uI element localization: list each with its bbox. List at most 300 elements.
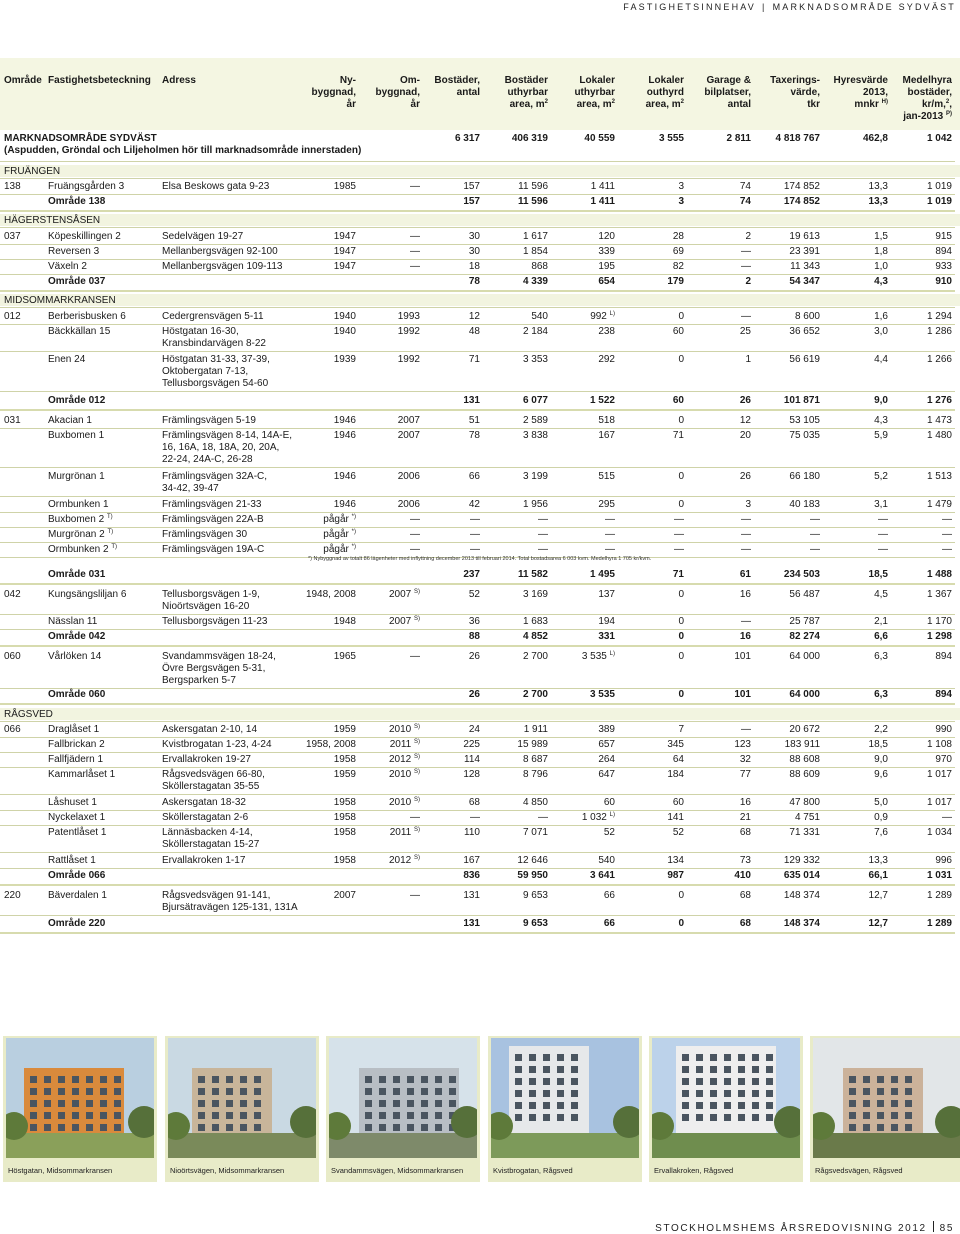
table-cell: 24 <box>468 724 480 735</box>
building-photo <box>6 1038 154 1158</box>
table-cell: — <box>741 246 751 257</box>
table-rule <box>0 467 955 468</box>
table-cell: — <box>741 261 751 272</box>
table-cell: 68 <box>468 797 480 808</box>
table-cell: — <box>410 651 420 662</box>
table-cell: 2012 $^{S)}$ <box>388 754 420 765</box>
table-cell: 0 <box>678 890 684 901</box>
photo-caption: Rågsvedsvägen, Rågsved <box>815 1166 903 1175</box>
table-cell: — <box>470 514 480 525</box>
table-cell: 1992 <box>397 354 420 365</box>
area-total-cell: 1 522 <box>589 395 615 406</box>
summary-value: 406 319 <box>511 133 548 144</box>
table-cell: 195 <box>598 261 615 272</box>
table-rule <box>0 767 955 768</box>
table-cell: 1 683 <box>522 616 548 627</box>
building-illustration <box>491 1038 639 1158</box>
table-cell: 25 <box>739 326 751 337</box>
table-cell: Sköllerstagatan 2-6 <box>162 812 249 823</box>
table-rule <box>0 527 955 528</box>
table-rule <box>0 629 955 630</box>
table-cell: 1,8 <box>874 246 888 257</box>
summary-value: 3 555 <box>658 133 684 144</box>
table-cell: Höstgatan 31-33, 37-39, Oktobergatan 7-13, Tellusborgsvägen 54-60 <box>162 354 270 389</box>
table-cell: 30 <box>468 231 480 242</box>
summary-value: 1 042 <box>926 133 952 144</box>
table-cell: 114 <box>464 754 480 765</box>
table-cell: — <box>942 514 952 525</box>
table-cell: 3,0 <box>874 326 888 337</box>
table-cell: 1 017 <box>926 797 952 808</box>
table-cell: 184 <box>667 769 684 780</box>
table-cell: 2 700 <box>522 651 548 662</box>
table-cell: — <box>741 616 751 627</box>
table-cell: Askersgatan 18-32 <box>162 797 246 808</box>
table-cell: 1946 <box>333 471 356 482</box>
table-cell: 69 <box>672 246 684 257</box>
area-total-cell: 635 014 <box>783 870 820 881</box>
table-rule <box>0 351 955 352</box>
table-cell: 6,3 <box>874 651 888 662</box>
table-rule <box>0 825 955 826</box>
table-cell: Fallfjädern 1 <box>48 754 104 765</box>
table-cell: — <box>410 529 420 540</box>
table-cell: 1 017 <box>926 769 952 780</box>
area-total-cell: 82 274 <box>789 631 820 642</box>
table-cell: 515 <box>598 471 615 482</box>
table-cell: 2010 $^{S)}$ <box>388 797 420 808</box>
col-garage-header: Garage & bilplatser, antal <box>704 75 751 110</box>
running-head-left: FASTIGHETSINNEHAV <box>623 2 757 12</box>
table-rule <box>0 496 955 497</box>
area-total-cell: 234 503 <box>783 569 820 580</box>
table-cell: 389 <box>598 724 615 735</box>
table-cell: 88 609 <box>789 769 820 780</box>
table-rule <box>0 868 955 869</box>
table-cell: 0 <box>678 311 684 322</box>
area-total-cell: 6,3 <box>874 689 888 700</box>
table-cell: 1947 <box>333 246 356 257</box>
table-cell: 1958 <box>333 855 356 866</box>
table-cell: 64 <box>672 754 684 765</box>
table-rule <box>0 737 955 738</box>
area-total-cell: 12,7 <box>868 918 888 929</box>
table-cell: 1946 <box>333 415 356 426</box>
table-cell: 3 <box>745 499 751 510</box>
table-cell: 2,2 <box>874 724 888 735</box>
building-photo <box>652 1038 800 1158</box>
area-total-cell: 174 852 <box>783 196 820 207</box>
page-footer <box>655 1221 954 1234</box>
table-cell: 138 <box>4 181 21 192</box>
table-cell: 1959 <box>333 724 356 735</box>
area-total-cell: 64 000 <box>789 689 820 700</box>
table-cell: 64 000 <box>789 651 820 662</box>
table-cell: pågår *) <box>323 544 356 555</box>
table-cell: 1 367 <box>926 589 952 600</box>
table-cell: 2007 $^{S)}$ <box>388 589 420 600</box>
table-cell: Murgrönan 2 $^{T)}$ <box>48 529 114 540</box>
table-rule <box>0 794 955 795</box>
table-cell: 1 956 <box>522 499 548 510</box>
building-photo <box>329 1038 477 1158</box>
table-cell: 183 911 <box>784 739 820 750</box>
area-total-cell: 1 019 <box>926 196 952 207</box>
table-rule <box>0 178 955 179</box>
table-cell: 167 <box>598 430 615 441</box>
table-cell: 15 989 <box>517 739 548 750</box>
table-cell: 1 034 <box>926 827 952 838</box>
area-total-cell: Område 037 <box>48 276 106 287</box>
table-cell: 2,1 <box>874 616 888 627</box>
table-cell: 120 <box>598 231 615 242</box>
table-cell: 933 <box>935 261 952 272</box>
table-cell: Akacian 1 <box>48 415 92 426</box>
table-cell: 60 <box>672 326 684 337</box>
table-rule <box>0 752 955 753</box>
table-cell: 2007 <box>397 415 420 426</box>
area-total-cell: Område 031 <box>48 569 106 580</box>
table-cell: Berberisbusken 6 <box>48 311 126 322</box>
table-cell: 012 <box>4 311 21 322</box>
table-cell: 11 343 <box>790 261 820 272</box>
table-cell: 11 596 <box>518 181 548 192</box>
table-cell: 066 <box>4 724 21 735</box>
table-cell: 915 <box>935 231 952 242</box>
running-head-right: MARKNADSOMRÅDE SYDVÄST <box>772 2 956 12</box>
summary-value: 4 818 767 <box>775 133 820 144</box>
table-cell: 042 <box>4 589 21 600</box>
table-cell: — <box>410 544 420 555</box>
table-cell: 157 <box>463 181 480 192</box>
table-cell: 20 672 <box>789 724 820 735</box>
table-rule <box>0 161 955 162</box>
table-cell: 7 <box>678 724 684 735</box>
table-rule <box>0 810 955 811</box>
section-band <box>0 165 960 177</box>
table-cell: 1993 <box>397 311 420 322</box>
table-cell: 996 <box>935 855 952 866</box>
table-cell: — <box>674 529 684 540</box>
table-cell: Reversen 3 <box>48 246 100 257</box>
table-cell: 71 <box>672 430 684 441</box>
photo-caption: Höstgatan, Midsommarkransen <box>8 1166 113 1175</box>
table-cell: 238 <box>598 326 615 337</box>
table-cell: 1 019 <box>926 181 952 192</box>
photo-caption: Nioörtsvägen, Midsommarkransen <box>170 1166 285 1175</box>
area-total-cell: 987 <box>667 870 684 881</box>
table-cell: Buxbomen 1 <box>48 430 105 441</box>
table-cell: 1 108 <box>926 739 952 750</box>
area-total-cell: 3 <box>678 196 684 207</box>
table-cell: Kvistbrogatan 1-23, 4-24 <box>162 739 272 750</box>
table-cell: Ervallakroken 19-27 <box>162 754 251 765</box>
table-cell: Buxbomen 2 $^{T)}$ <box>48 514 113 525</box>
table-cell: 031 <box>4 415 21 426</box>
area-total-cell: 0 <box>678 918 684 929</box>
summary-sub: (Aspudden, Gröndal och Liljeholmen hör till marknadsområde innerstaden) <box>4 145 362 156</box>
table-cell: 21 <box>739 812 751 823</box>
table-cell: 0 <box>678 415 684 426</box>
table-cell: 3 838 <box>522 430 548 441</box>
table-cell: — <box>810 529 820 540</box>
table-cell: 2 589 <box>522 415 548 426</box>
table-cell: 101 <box>734 651 751 662</box>
table-cell: 992 $^{L)}$ <box>590 311 615 322</box>
table-cell: — <box>942 544 952 555</box>
table-cell: Lännäsbacken 4-14, Sköllerstagatan 15-27 <box>162 827 260 850</box>
table-cell: 1 911 <box>523 724 548 735</box>
table-cell: Nässlan 11 <box>48 616 98 627</box>
table-cell: 51 <box>468 415 480 426</box>
table-cell: 220 <box>4 890 21 901</box>
table-cell: 26 <box>468 651 480 662</box>
table-cell: Växeln 2 <box>48 261 87 272</box>
table-cell: 1958 <box>333 797 356 808</box>
table-cell: 1 294 <box>926 311 952 322</box>
area-total-cell: 131 <box>463 395 480 406</box>
col-medelhyra-header: Medelhyra bostäder, kr/m,$^2$, jan-2013 $^{P)}$ <box>902 75 952 122</box>
table-rule <box>0 274 955 275</box>
table-cell: 2006 <box>397 471 420 482</box>
table-cell: 868 <box>531 261 548 272</box>
area-total-cell: 68 <box>739 918 751 929</box>
area-total-cell: 88 <box>468 631 480 642</box>
table-cell: pågår *) <box>323 529 356 540</box>
col-taxeringsvarde-header: Taxerings- värde, tkr <box>770 75 820 110</box>
table-rule <box>0 932 955 934</box>
table-cell: 4,3 <box>874 415 888 426</box>
table-cell: 194 <box>598 616 615 627</box>
table-cell: 82 <box>672 261 684 272</box>
table-cell: 1958 <box>333 812 356 823</box>
table-cell: — <box>674 544 684 555</box>
table-cell: 18,5 <box>868 739 888 750</box>
table-cell: 131 <box>463 890 480 901</box>
area-total-cell: Område 012 <box>48 395 106 406</box>
table-cell: 148 374 <box>783 890 820 901</box>
table-cell: 66 180 <box>789 471 820 482</box>
col-bostader-area-header: Bostäder uthyrbar area, $m^2$ <box>504 75 548 110</box>
table-cell: 75 035 <box>789 430 820 441</box>
area-total-cell: 6 077 <box>522 395 548 406</box>
building-illustration <box>168 1038 316 1158</box>
table-cell: 8 600 <box>794 311 820 322</box>
table-cell: — <box>538 812 548 823</box>
table-cell: 56 619 <box>789 354 820 365</box>
building-photo <box>813 1038 960 1158</box>
area-total-cell: 331 <box>598 631 615 642</box>
table-cell: Främlingsvägen 32A-C, 34-42, 39-47 <box>162 471 268 494</box>
area-total-cell: 0 <box>678 631 684 642</box>
table-cell: 1985 <box>333 181 356 192</box>
area-total-cell: 0 <box>678 689 684 700</box>
summary-value: 6 317 <box>454 133 480 144</box>
table-cell: 4 850 <box>522 797 548 808</box>
table-cell: Sedelvägen 19-27 <box>162 231 244 242</box>
table-rule <box>0 614 955 615</box>
table-cell: 339 <box>598 246 615 257</box>
table-cell: 47 800 <box>789 797 820 808</box>
table-rule <box>0 210 955 212</box>
photo-card <box>3 1036 157 1182</box>
table-cell: Mellanbergsvägen 109-113 <box>162 261 283 272</box>
table-cell: 1946 <box>333 499 356 510</box>
table-rule <box>0 542 955 543</box>
table-rule <box>0 915 955 916</box>
table-cell: — <box>741 529 751 540</box>
summary-value: 40 559 <box>584 133 615 144</box>
table-rule <box>0 290 955 292</box>
table-cell: 30 <box>468 246 480 257</box>
table-cell: 264 <box>598 754 615 765</box>
table-cell: Vårlöken 14 <box>48 651 102 662</box>
table-cell: 16 <box>739 589 751 600</box>
table-cell: 1965 <box>333 651 356 662</box>
table-cell: — <box>538 514 548 525</box>
area-total-cell: 26 <box>468 689 480 700</box>
photo-card <box>488 1036 642 1182</box>
table-cell: 0 <box>678 354 684 365</box>
table-cell: 128 <box>463 769 480 780</box>
table-cell: 71 331 <box>789 827 820 838</box>
table-cell: 4 751 <box>794 812 820 823</box>
table-cell: 295 <box>598 499 615 510</box>
table-rule <box>0 391 955 392</box>
table-cell: pågår *) <box>323 514 356 525</box>
area-total-cell: 131 <box>463 918 480 929</box>
table-cell: 037 <box>4 231 21 242</box>
area-total-cell: Område 138 <box>48 196 106 207</box>
area-total-cell: Område 220 <box>48 918 106 929</box>
table-cell: 52 <box>603 827 615 838</box>
table-cell: — <box>538 529 548 540</box>
table-cell: 1 854 <box>522 246 548 257</box>
table-cell: Bäverdalen 1 <box>48 890 107 901</box>
table-rule <box>0 428 955 429</box>
table-cell: 2011 $^{S)}$ <box>389 739 420 750</box>
area-total-cell: 179 <box>667 276 684 287</box>
area-total-cell: 1 276 <box>926 395 952 406</box>
table-cell: — <box>810 544 820 555</box>
table-cell: 2010 $^{S)}$ <box>388 769 420 780</box>
area-total-cell: 157 <box>463 196 480 207</box>
table-cell: 40 183 <box>789 499 820 510</box>
col-lokaler-outhyrd-header: Lokaler outhyrd area, $m^2$ <box>645 75 684 110</box>
table-cell: 894 <box>935 246 952 257</box>
table-cell: 23 391 <box>789 246 820 257</box>
table-cell: 52 <box>468 589 480 600</box>
table-cell: 1,5 <box>874 231 888 242</box>
photo-card <box>326 1036 480 1182</box>
area-total-cell: 101 871 <box>783 395 820 406</box>
table-cell: 1 480 <box>926 430 952 441</box>
table-cell: 1948 <box>333 616 356 627</box>
area-total-cell: 11 582 <box>517 569 548 580</box>
photo-card <box>649 1036 803 1182</box>
photo-card <box>165 1036 319 1182</box>
table-cell: 2 184 <box>522 326 548 337</box>
table-cell: 26 <box>739 471 751 482</box>
table-cell: 1 286 <box>926 326 952 337</box>
table-rule <box>0 194 955 195</box>
table-cell: — <box>942 812 952 823</box>
table-cell: 647 <box>598 769 615 780</box>
table-rule <box>0 227 955 228</box>
area-total-cell: 894 <box>935 689 952 700</box>
area-total-cell: 6,6 <box>874 631 888 642</box>
area-total-cell: 13,3 <box>868 196 888 207</box>
area-total-cell: 1 289 <box>926 918 952 929</box>
table-rule <box>0 324 955 325</box>
table-cell: Främlingsvägen 30 <box>162 529 248 540</box>
table-cell: — <box>470 529 480 540</box>
table-cell: 9,6 <box>874 769 888 780</box>
building-illustration <box>6 1038 154 1158</box>
table-cell: 12 <box>739 415 751 426</box>
table-cell: 060 <box>4 651 21 662</box>
table-cell: Kungsängsliljan 6 <box>48 589 127 600</box>
summary-value: 2 811 <box>726 133 751 144</box>
table-cell: — <box>410 261 420 272</box>
table-cell: — <box>674 514 684 525</box>
area-total-cell: 4 339 <box>522 276 548 287</box>
table-cell: 1 289 <box>926 890 952 901</box>
area-total-cell: 78 <box>468 276 480 287</box>
area-total-cell: 1 298 <box>926 631 952 642</box>
area-total-cell: 66,1 <box>868 870 888 881</box>
table-cell: 48 <box>468 326 480 337</box>
area-total-cell: 54 347 <box>789 276 820 287</box>
section-heading: FRUÄNGEN <box>4 166 61 177</box>
running-head: FASTIGHETSINNEHAV | MARKNADSOMRÅDE SYDVÄST <box>623 2 956 12</box>
table-cell: Enen 24 <box>48 354 86 365</box>
table-cell: Cedergrensvägen 5-11 <box>162 311 264 322</box>
table-cell: Mellanbergsvägen 92-100 <box>162 246 278 257</box>
table-cell: 970 <box>935 754 952 765</box>
area-total-cell: 26 <box>739 395 751 406</box>
table-cell: Draglåset 1 <box>48 724 100 735</box>
table-cell: 36 <box>468 616 480 627</box>
table-cell: 2011 $^{S)}$ <box>389 827 420 838</box>
area-total-cell: Område 066 <box>48 870 106 881</box>
area-total-cell: 1 031 <box>926 870 952 881</box>
table-cell: 88 608 <box>789 754 820 765</box>
table-cell: Kammarlåset 1 <box>48 769 116 780</box>
table-cell: 141 <box>667 812 684 823</box>
table-cell: Tellusborgsvägen 11-23 <box>162 616 268 627</box>
table-cell: 36 652 <box>789 326 820 337</box>
table-rule <box>0 721 955 722</box>
table-cell: Ormbunken 1 <box>48 499 109 510</box>
table-cell: 2010 $^{S)}$ <box>388 724 420 735</box>
building-illustration <box>813 1038 960 1158</box>
table-cell: 2 <box>745 231 751 242</box>
table-cell: 1958, 2008 <box>305 739 356 750</box>
table-cell: 990 <box>935 724 952 735</box>
table-cell: 25 787 <box>789 616 820 627</box>
table-cell: Låshuset 1 <box>48 797 97 808</box>
table-cell: 8 687 <box>522 754 548 765</box>
table-cell: 1947 <box>333 231 356 242</box>
area-total-cell: 16 <box>739 631 751 642</box>
table-cell: 56 487 <box>789 589 820 600</box>
table-rule <box>0 703 955 705</box>
table-cell: Främlingsvägen 21-33 <box>162 499 262 510</box>
table-cell: Patentlåset 1 <box>48 827 107 838</box>
table-cell: 68 <box>739 890 751 901</box>
table-cell: Fallbrickan 2 <box>48 739 105 750</box>
